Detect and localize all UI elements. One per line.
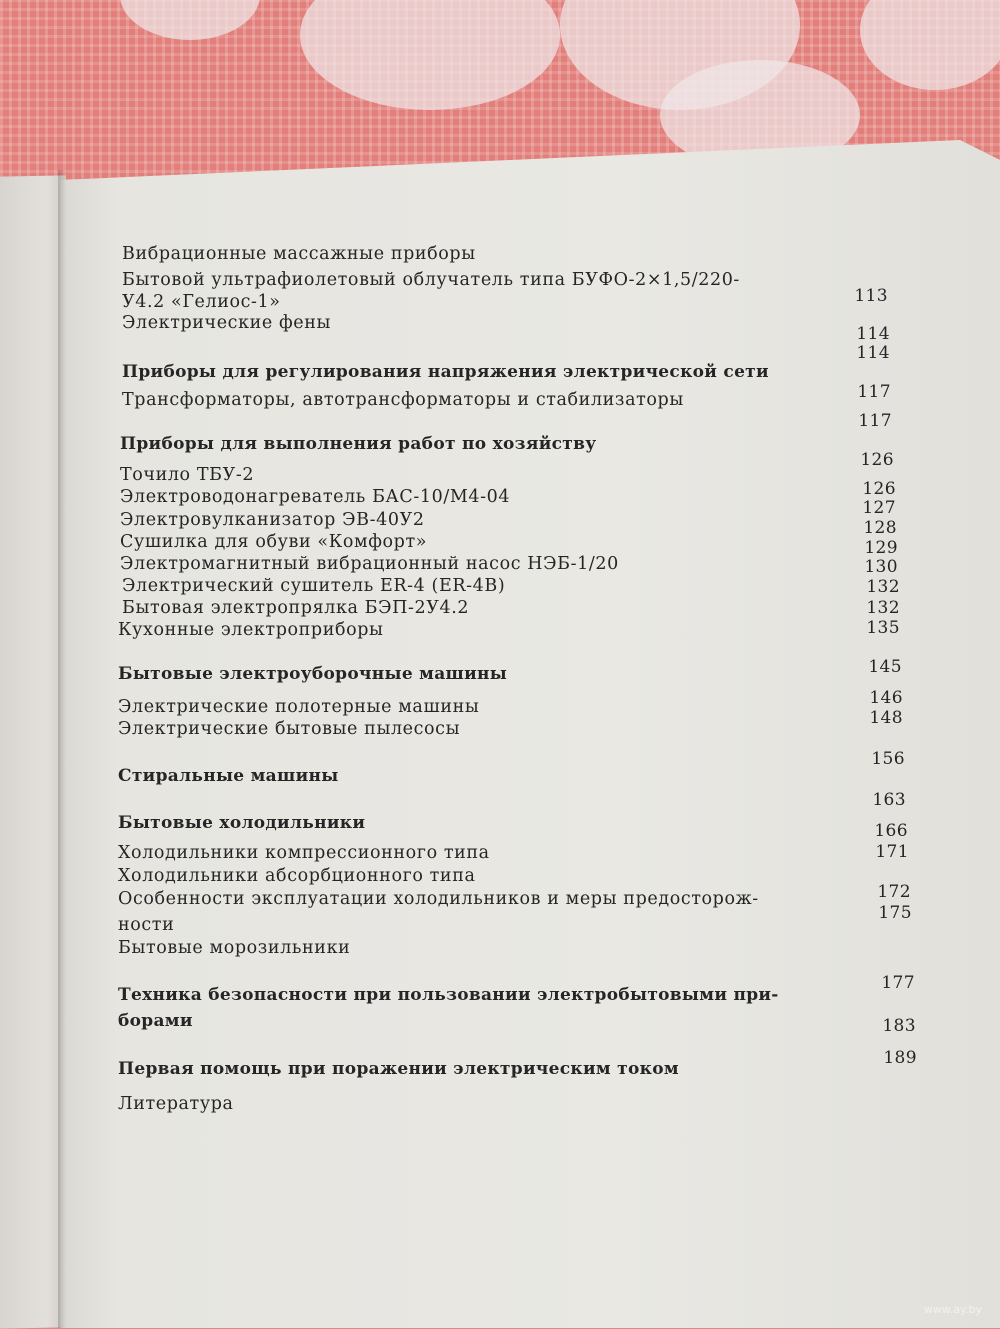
toc-entry: Бытовые морозильники xyxy=(118,938,351,958)
toc-entry: Холодильники абсорбционного типа xyxy=(118,866,476,886)
toc-entry: Электромагнитный вибрационный насос НЭБ-1/20 xyxy=(120,554,619,574)
toc-page-number: 146 xyxy=(869,688,903,708)
toc-page-number: 128 xyxy=(863,518,897,538)
toc-heading: Стиральные машины xyxy=(118,766,339,786)
toc-entry: Трансформаторы, автотрансформаторы и стабилизаторы xyxy=(122,390,684,410)
toc-entry: Электрические бытовые пылесосы xyxy=(118,719,461,739)
toc-heading: Техника безопасности при пользовании электробытовыми при- xyxy=(118,985,779,1005)
toc-page-number: 126 xyxy=(862,479,896,499)
toc-heading: Приборы для выполнения работ по хозяйству xyxy=(120,434,597,454)
toc-entry: Электрические полотерные машины xyxy=(118,697,480,717)
toc-entry: Холодильники компрессионного типа xyxy=(118,843,490,863)
toc-entry: Точило ТБУ-2 xyxy=(120,465,255,485)
toc-page-number: 126 xyxy=(860,450,894,470)
toc-page-number: 156 xyxy=(871,749,905,769)
toc-page-number: 114 xyxy=(856,324,890,344)
toc-page-number: 129 xyxy=(864,538,898,558)
toc-heading: борами xyxy=(118,1011,193,1031)
toc-entry: Вибрационные массажные приборы xyxy=(122,244,476,264)
toc-entry: Электрические фены xyxy=(122,313,332,333)
toc-page-number: 171 xyxy=(875,842,909,862)
toc-page-number: 114 xyxy=(856,343,890,363)
toc-heading: Бытовые холодильники xyxy=(118,813,366,833)
toc-page-number: 175 xyxy=(878,903,912,923)
toc-heading: Первая помощь при поражении электрическим током xyxy=(118,1059,679,1079)
toc-entry: Электровулканизатор ЭВ-40У2 xyxy=(120,510,425,530)
toc-page-number: 163 xyxy=(872,790,906,810)
toc-entry: Электроводонагреватель БАС-10/М4-04 xyxy=(120,487,511,507)
toc-page-number: 130 xyxy=(864,557,898,577)
toc-page-number: 145 xyxy=(868,657,902,677)
toc-page-number: 148 xyxy=(869,708,903,728)
toc-page-number: 132 xyxy=(866,577,900,597)
toc-entry: У4.2 «Гелиос-1» xyxy=(122,292,281,312)
toc-page-number: 183 xyxy=(882,1016,916,1036)
toc-heading: Бытовые электроуборочные машины xyxy=(118,664,508,684)
toc-page-number: 127 xyxy=(862,498,896,518)
toc-entry: ности xyxy=(118,915,175,935)
toc-page-number: 189 xyxy=(883,1048,917,1068)
toc-entry: Особенности эксплуатации холодильников и меры предосторож- xyxy=(118,889,759,909)
toc-page-number: 132 xyxy=(866,598,900,618)
toc-page-number: 117 xyxy=(858,411,892,431)
toc-entry: Электрический сушитель ER-4 (ER-4B) xyxy=(122,576,506,596)
toc-heading: Приборы для регулирования напряжения электрической сети xyxy=(122,362,769,382)
toc-entry: Бытовой ультрафиолетовый облучатель типа БУФО-2×1,5/220- xyxy=(122,270,740,290)
toc-entry: Литература xyxy=(118,1094,234,1114)
toc-page-number: 135 xyxy=(866,618,900,638)
toc-entry: Кухонные электроприборы xyxy=(118,620,384,640)
toc-entry: Бытовая электропрялка БЭП-2У4.2 xyxy=(122,598,470,618)
toc-page-number: 172 xyxy=(877,882,911,902)
toc-page-number: 166 xyxy=(874,821,908,841)
toc-page-number: 117 xyxy=(857,382,891,402)
toc-page-number: 177 xyxy=(881,973,915,993)
watermark: www.ay.by xyxy=(923,1303,982,1316)
toc-page-number: 113 xyxy=(854,286,888,306)
toc-entry: Сушилка для обуви «Комфорт» xyxy=(120,532,428,552)
